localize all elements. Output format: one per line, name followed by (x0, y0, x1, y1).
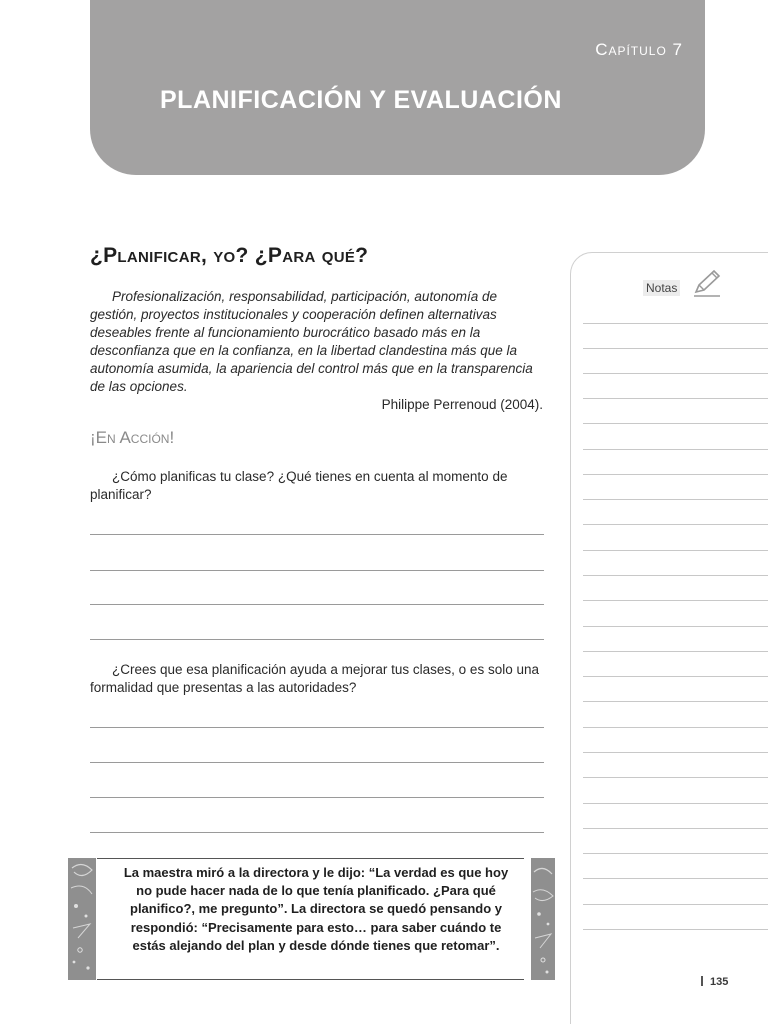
notes-label: Notas (643, 280, 680, 296)
answer-line[interactable] (90, 762, 544, 763)
note-line[interactable] (583, 449, 768, 450)
page-number-text: 135 (710, 976, 729, 988)
note-line[interactable] (583, 499, 768, 500)
epigraph-text: Profesionalización, responsabilidad, participación, autonomía de gestión, proyectos institucionales y cooperación definen alternativas deseables frente al funcionamiento burocrático basado más en la desconfianza que en la confianza, en la libertad clandestina más que la autonomía asumida, la apariencia del control más que en la transparencia de las opciones. (90, 289, 533, 394)
chapter-header (90, 0, 705, 175)
notes-panel (570, 252, 768, 1024)
note-line[interactable] (583, 701, 768, 702)
note-line[interactable] (583, 323, 768, 324)
note-line[interactable] (583, 474, 768, 475)
answer-line[interactable] (90, 570, 544, 571)
question-1: ¿Cómo planificas tu clase? ¿Qué tienes en cuenta al momento de planificar? (90, 469, 508, 502)
answer-line[interactable] (90, 604, 544, 605)
note-line[interactable] (583, 803, 768, 804)
decorative-pattern-right (531, 858, 555, 980)
note-line[interactable] (583, 853, 768, 854)
note-line[interactable] (583, 524, 768, 525)
note-line[interactable] (583, 878, 768, 879)
note-line[interactable] (583, 651, 768, 652)
activity-heading: ¡En Acción! (90, 428, 175, 447)
note-line[interactable] (583, 676, 768, 677)
answer-line[interactable] (90, 639, 544, 640)
note-line[interactable] (583, 626, 768, 627)
note-line[interactable] (583, 929, 768, 930)
note-line[interactable] (583, 423, 768, 424)
note-line[interactable] (583, 752, 768, 753)
note-line[interactable] (583, 373, 768, 374)
pencil-icon (692, 268, 722, 298)
quote-text: La maestra miró a la directora y le dijo: “La verdad es que hoy no pude hacer nada de lo que tenía planificado. ¿Para qué planifico?, me pregunto”. La directora se quedó pensando y respondió: “Precisamente para esto… para saber cuándo te estás alejando del plan y desde dónde tienes que retomar”. (123, 865, 509, 953)
note-line[interactable] (583, 600, 768, 601)
section-title: ¿Planificar, yo? ¿Para qué? (90, 244, 369, 267)
note-line[interactable] (583, 777, 768, 778)
note-line[interactable] (583, 550, 768, 551)
answer-line[interactable] (90, 832, 544, 833)
note-line[interactable] (583, 904, 768, 905)
page-number-divider (701, 976, 703, 986)
note-line[interactable] (583, 348, 768, 349)
note-line[interactable] (583, 575, 768, 576)
answer-line[interactable] (90, 797, 544, 798)
answer-line[interactable] (90, 534, 544, 535)
page-number (701, 976, 728, 988)
answer-line[interactable] (90, 727, 544, 728)
note-line[interactable] (583, 398, 768, 399)
note-line[interactable] (583, 828, 768, 829)
note-line[interactable] (583, 727, 768, 728)
question-2: ¿Crees que esa planificación ayuda a mejorar tus clases, o es solo una formalidad que presentas a las autoridades? (90, 662, 539, 695)
chapter-title: PLANIFICACIÓN Y EVALUACIÓN (160, 86, 562, 114)
epigraph-attribution: Philippe Perrenoud (2004). (381, 397, 543, 412)
chapter-label: Capítulo 7 (595, 40, 683, 59)
decorative-pattern-left (68, 858, 96, 980)
